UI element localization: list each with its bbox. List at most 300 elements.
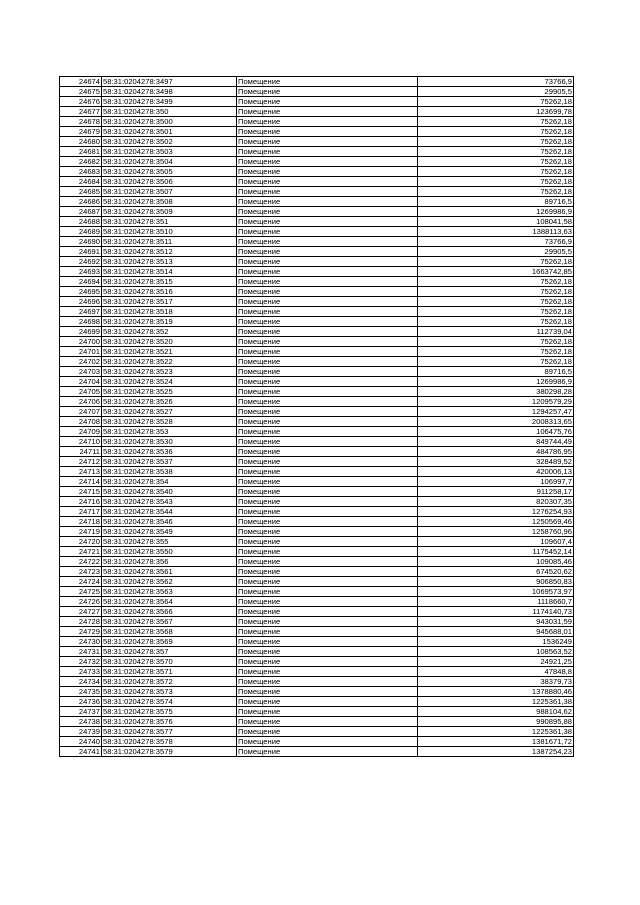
cadastral-number-cell: 58:31:0204278:3502 (102, 137, 237, 147)
table-row (60, 507, 574, 517)
cadastral-number-cell: 58:31:0204278:353 (102, 427, 237, 437)
object-type-cell: Помещение (237, 417, 418, 427)
value-cell: 1069573,97 (418, 587, 574, 597)
cadastral-number-cell: 58:31:0204278:3570 (102, 657, 237, 667)
object-type-cell: Помещение (237, 507, 418, 517)
row-number-cell: 24738 (60, 717, 102, 727)
table-row (60, 237, 574, 247)
row-number-cell: 24736 (60, 697, 102, 707)
row-number-cell: 24725 (60, 587, 102, 597)
table-row (60, 167, 574, 177)
object-type-cell: Помещение (237, 487, 418, 497)
cadastral-number-cell: 58:31:0204278:351 (102, 217, 237, 227)
cadastral-number-cell: 58:31:0204278:355 (102, 537, 237, 547)
object-type-cell: Помещение (237, 397, 418, 407)
object-type-cell: Помещение (237, 607, 418, 617)
row-number-cell: 24718 (60, 517, 102, 527)
value-cell: 328489,52 (418, 457, 574, 467)
value-cell: 75262,18 (418, 297, 574, 307)
cadastral-number-cell: 58:31:0204278:3544 (102, 507, 237, 517)
row-number-cell: 24740 (60, 737, 102, 747)
table-row (60, 707, 574, 717)
object-type-cell: Помещение (237, 277, 418, 287)
cadastral-number-cell: 58:31:0204278:3523 (102, 367, 237, 377)
cadastral-number-cell: 58:31:0204278:3521 (102, 347, 237, 357)
row-number-cell: 24735 (60, 687, 102, 697)
object-type-cell: Помещение (237, 717, 418, 727)
table-body (60, 77, 574, 757)
row-number-cell: 24684 (60, 177, 102, 187)
table-row (60, 567, 574, 577)
table-row (60, 617, 574, 627)
table-row (60, 727, 574, 737)
table-row (60, 217, 574, 227)
value-cell: 75262,18 (418, 347, 574, 357)
object-type-cell: Помещение (237, 467, 418, 477)
row-number-cell: 24675 (60, 87, 102, 97)
row-number-cell: 24702 (60, 357, 102, 367)
row-number-cell: 24699 (60, 327, 102, 337)
row-number-cell: 24685 (60, 187, 102, 197)
object-type-cell: Помещение (237, 627, 418, 637)
object-type-cell: Помещение (237, 197, 418, 207)
value-cell: 1269986,9 (418, 207, 574, 217)
cadastral-number-cell: 58:31:0204278:3515 (102, 277, 237, 287)
cadastral-number-cell: 58:31:0204278:3564 (102, 597, 237, 607)
row-number-cell: 24688 (60, 217, 102, 227)
row-number-cell: 24741 (60, 747, 102, 757)
object-type-cell: Помещение (237, 347, 418, 357)
table-row (60, 477, 574, 487)
cadastral-number-cell: 58:31:0204278:3505 (102, 167, 237, 177)
row-number-cell: 24694 (60, 277, 102, 287)
cadastral-number-cell: 58:31:0204278:3524 (102, 377, 237, 387)
row-number-cell: 24715 (60, 487, 102, 497)
row-number-cell: 24687 (60, 207, 102, 217)
cadastral-number-cell: 58:31:0204278:3550 (102, 547, 237, 557)
value-cell: 89716,5 (418, 367, 574, 377)
object-type-cell: Помещение (237, 187, 418, 197)
table-row (60, 227, 574, 237)
value-cell: 109607,4 (418, 537, 574, 547)
table-row (60, 127, 574, 137)
table-row (60, 577, 574, 587)
value-cell: 112739,04 (418, 327, 574, 337)
cadastral-number-cell: 58:31:0204278:3525 (102, 387, 237, 397)
row-number-cell: 24710 (60, 437, 102, 447)
value-cell: 674520,62 (418, 567, 574, 577)
table-row (60, 697, 574, 707)
table-row (60, 287, 574, 297)
cadastral-number-cell: 58:31:0204278:3512 (102, 247, 237, 257)
cadastral-number-cell: 58:31:0204278:3510 (102, 227, 237, 237)
cadastral-number-cell: 58:31:0204278:3520 (102, 337, 237, 347)
row-number-cell: 24689 (60, 227, 102, 237)
row-number-cell: 24723 (60, 567, 102, 577)
table-row (60, 407, 574, 417)
object-type-cell: Помещение (237, 567, 418, 577)
value-cell: 988104,62 (418, 707, 574, 717)
cadastral-number-cell: 58:31:0204278:3549 (102, 527, 237, 537)
object-type-cell: Помещение (237, 477, 418, 487)
table-row (60, 447, 574, 457)
table-row (60, 647, 574, 657)
row-number-cell: 24703 (60, 367, 102, 377)
value-cell: 849744,49 (418, 437, 574, 447)
value-cell: 108563,52 (418, 647, 574, 657)
value-cell: 75262,18 (418, 137, 574, 147)
table-row (60, 317, 574, 327)
value-cell: 911258,17 (418, 487, 574, 497)
object-type-cell: Помещение (237, 127, 418, 137)
table-row (60, 307, 574, 317)
value-cell: 75262,18 (418, 157, 574, 167)
row-number-cell: 24730 (60, 637, 102, 647)
row-number-cell: 24717 (60, 507, 102, 517)
object-type-cell: Помещение (237, 617, 418, 627)
object-type-cell: Помещение (237, 227, 418, 237)
cadastral-number-cell: 58:31:0204278:3575 (102, 707, 237, 717)
row-number-cell: 24719 (60, 527, 102, 537)
object-type-cell: Помещение (237, 357, 418, 367)
table-row (60, 637, 574, 647)
value-cell: 75262,18 (418, 287, 574, 297)
value-cell: 1536249 (418, 637, 574, 647)
value-cell: 484786,95 (418, 447, 574, 457)
row-number-cell: 24698 (60, 317, 102, 327)
object-type-cell: Помещение (237, 737, 418, 747)
value-cell: 1258760,96 (418, 527, 574, 537)
table-row (60, 337, 574, 347)
row-number-cell: 24722 (60, 557, 102, 567)
cadastral-number-cell: 58:31:0204278:350 (102, 107, 237, 117)
table-row (60, 747, 574, 757)
row-number-cell: 24682 (60, 157, 102, 167)
value-cell: 106475,76 (418, 427, 574, 437)
cadastral-number-cell: 58:31:0204278:3546 (102, 517, 237, 527)
object-type-cell: Помещение (237, 517, 418, 527)
value-cell: 75262,18 (418, 307, 574, 317)
table-row (60, 77, 574, 87)
cadastral-number-cell: 58:31:0204278:357 (102, 647, 237, 657)
value-cell: 1381671,72 (418, 737, 574, 747)
value-cell: 1269986,9 (418, 377, 574, 387)
cadastral-number-cell: 58:31:0204278:3578 (102, 737, 237, 747)
object-type-cell: Помещение (237, 177, 418, 187)
row-number-cell: 24734 (60, 677, 102, 687)
value-cell: 1174140,73 (418, 607, 574, 617)
cadastral-number-cell: 58:31:0204278:3572 (102, 677, 237, 687)
row-number-cell: 24720 (60, 537, 102, 547)
object-type-cell: Помещение (237, 207, 418, 217)
table-row (60, 137, 574, 147)
cadastral-number-cell: 58:31:0204278:3504 (102, 157, 237, 167)
cadastral-number-cell: 58:31:0204278:3519 (102, 317, 237, 327)
row-number-cell: 24695 (60, 287, 102, 297)
table-row (60, 87, 574, 97)
object-type-cell: Помещение (237, 557, 418, 567)
object-type-cell: Помещение (237, 387, 418, 397)
object-type-cell: Помещение (237, 167, 418, 177)
table-row (60, 537, 574, 547)
cadastral-number-cell: 58:31:0204278:3497 (102, 77, 237, 87)
cadastral-number-cell: 58:31:0204278:3500 (102, 117, 237, 127)
row-number-cell: 24713 (60, 467, 102, 477)
row-number-cell: 24679 (60, 127, 102, 137)
object-type-cell: Помещение (237, 427, 418, 437)
table-row (60, 677, 574, 687)
object-type-cell: Помещение (237, 527, 418, 537)
object-type-cell: Помещение (237, 667, 418, 677)
value-cell: 73766,9 (418, 77, 574, 87)
row-number-cell: 24706 (60, 397, 102, 407)
table-row (60, 187, 574, 197)
row-number-cell: 24677 (60, 107, 102, 117)
row-number-cell: 24729 (60, 627, 102, 637)
cadastral-number-cell: 58:31:0204278:3579 (102, 747, 237, 757)
row-number-cell: 24716 (60, 497, 102, 507)
value-cell: 1225361,38 (418, 697, 574, 707)
object-type-cell: Помещение (237, 247, 418, 257)
cadastral-number-cell: 58:31:0204278:3507 (102, 187, 237, 197)
value-cell: 1175452,14 (418, 547, 574, 557)
cadastral-number-cell: 58:31:0204278:3543 (102, 497, 237, 507)
table-row (60, 387, 574, 397)
cadastral-number-cell: 58:31:0204278:3566 (102, 607, 237, 617)
value-cell: 75262,18 (418, 147, 574, 157)
object-type-cell: Помещение (237, 307, 418, 317)
object-type-cell: Помещение (237, 77, 418, 87)
row-number-cell: 24674 (60, 77, 102, 87)
row-number-cell: 24692 (60, 257, 102, 267)
row-number-cell: 24691 (60, 247, 102, 257)
value-cell: 108041,58 (418, 217, 574, 227)
cadastral-number-cell: 58:31:0204278:3511 (102, 237, 237, 247)
value-cell: 1209579,29 (418, 397, 574, 407)
value-cell: 75262,18 (418, 167, 574, 177)
object-type-cell: Помещение (237, 597, 418, 607)
object-type-cell: Помещение (237, 497, 418, 507)
cadastral-number-cell: 58:31:0204278:3538 (102, 467, 237, 477)
table-row (60, 597, 574, 607)
value-cell: 89716,5 (418, 197, 574, 207)
cadastral-number-cell: 58:31:0204278:3522 (102, 357, 237, 367)
cadastral-number-cell: 58:31:0204278:3508 (102, 197, 237, 207)
object-type-cell: Помещение (237, 727, 418, 737)
value-cell: 24921,25 (418, 657, 574, 667)
table-row (60, 687, 574, 697)
cadastral-number-cell: 58:31:0204278:3577 (102, 727, 237, 737)
table-row (60, 357, 574, 367)
value-cell: 75262,18 (418, 127, 574, 137)
table-row (60, 257, 574, 267)
table-row (60, 207, 574, 217)
object-type-cell: Помещение (237, 377, 418, 387)
cadastral-number-cell: 58:31:0204278:3517 (102, 297, 237, 307)
value-cell: 75262,18 (418, 317, 574, 327)
table-row (60, 107, 574, 117)
object-type-cell: Помещение (237, 297, 418, 307)
table-row (60, 717, 574, 727)
row-number-cell: 24683 (60, 167, 102, 177)
table-row (60, 427, 574, 437)
value-cell: 47848,8 (418, 667, 574, 677)
cadastral-number-cell: 58:31:0204278:3503 (102, 147, 237, 157)
row-number-cell: 24732 (60, 657, 102, 667)
value-cell: 943031,59 (418, 617, 574, 627)
value-cell: 75262,18 (418, 97, 574, 107)
object-type-cell: Помещение (237, 317, 418, 327)
table-row (60, 267, 574, 277)
table-row (60, 437, 574, 447)
cadastral-number-cell: 58:31:0204278:3509 (102, 207, 237, 217)
object-type-cell: Помещение (237, 677, 418, 687)
cadastral-number-cell: 58:31:0204278:3573 (102, 687, 237, 697)
table-row (60, 297, 574, 307)
value-cell: 945688,01 (418, 627, 574, 637)
row-number-cell: 24681 (60, 147, 102, 157)
table-row (60, 157, 574, 167)
object-type-cell: Помещение (237, 157, 418, 167)
value-cell: 1378880,46 (418, 687, 574, 697)
value-cell: 29905,5 (418, 87, 574, 97)
value-cell: 75262,18 (418, 177, 574, 187)
cadastral-number-cell: 58:31:0204278:3518 (102, 307, 237, 317)
row-number-cell: 24714 (60, 477, 102, 487)
value-cell: 75262,18 (418, 277, 574, 287)
cadastral-number-cell: 58:31:0204278:3568 (102, 627, 237, 637)
table-row (60, 347, 574, 357)
table-row (60, 497, 574, 507)
object-type-cell: Помещение (237, 117, 418, 127)
value-cell: 1118660,7 (418, 597, 574, 607)
cadastral-number-cell: 58:31:0204278:3501 (102, 127, 237, 137)
cadastral-number-cell: 58:31:0204278:3528 (102, 417, 237, 427)
value-cell: 1225361,38 (418, 727, 574, 737)
value-cell: 420006,13 (418, 467, 574, 477)
row-number-cell: 24728 (60, 617, 102, 627)
table-row (60, 737, 574, 747)
cadastral-number-cell: 58:31:0204278:3537 (102, 457, 237, 467)
value-cell: 75262,18 (418, 117, 574, 127)
object-type-cell: Помещение (237, 697, 418, 707)
table-row (60, 277, 574, 287)
object-type-cell: Помещение (237, 647, 418, 657)
object-type-cell: Помещение (237, 367, 418, 377)
row-number-cell: 24676 (60, 97, 102, 107)
row-number-cell: 24726 (60, 597, 102, 607)
object-type-cell: Помещение (237, 327, 418, 337)
cadastral-number-cell: 58:31:0204278:3536 (102, 447, 237, 457)
object-type-cell: Помещение (237, 217, 418, 227)
row-number-cell: 24711 (60, 447, 102, 457)
table-row (60, 467, 574, 477)
row-number-cell: 24708 (60, 417, 102, 427)
table-row (60, 607, 574, 617)
table-row (60, 247, 574, 257)
cadastral-number-cell: 58:31:0204278:3516 (102, 287, 237, 297)
cadastral-number-cell: 58:31:0204278:3530 (102, 437, 237, 447)
row-number-cell: 24704 (60, 377, 102, 387)
row-number-cell: 24690 (60, 237, 102, 247)
row-number-cell: 24739 (60, 727, 102, 737)
value-cell: 29905,5 (418, 247, 574, 257)
cadastral-number-cell: 58:31:0204278:3576 (102, 717, 237, 727)
table-row (60, 327, 574, 337)
cadastral-number-cell: 58:31:0204278:3567 (102, 617, 237, 627)
table-row (60, 527, 574, 537)
row-number-cell: 24701 (60, 347, 102, 357)
table-row (60, 547, 574, 557)
object-type-cell: Помещение (237, 147, 418, 157)
object-type-cell: Помещение (237, 577, 418, 587)
object-type-cell: Помещение (237, 447, 418, 457)
cadastral-number-cell: 58:31:0204278:3506 (102, 177, 237, 187)
value-cell: 990895,88 (418, 717, 574, 727)
object-type-cell: Помещение (237, 107, 418, 117)
object-type-cell: Помещение (237, 707, 418, 717)
table-row (60, 367, 574, 377)
cadastral-number-cell: 58:31:0204278:3562 (102, 577, 237, 587)
object-type-cell: Помещение (237, 457, 418, 467)
table-row (60, 487, 574, 497)
table-row (60, 657, 574, 667)
object-type-cell: Помещение (237, 747, 418, 757)
object-type-cell: Помещение (237, 407, 418, 417)
object-type-cell: Помещение (237, 287, 418, 297)
object-type-cell: Помещение (237, 237, 418, 247)
value-cell: 75262,18 (418, 257, 574, 267)
row-number-cell: 24693 (60, 267, 102, 277)
cadastral-number-cell: 58:31:0204278:3561 (102, 567, 237, 577)
value-cell: 38379,73 (418, 677, 574, 687)
object-type-cell: Помещение (237, 687, 418, 697)
row-number-cell: 24700 (60, 337, 102, 347)
row-number-cell: 24727 (60, 607, 102, 617)
row-number-cell: 24733 (60, 667, 102, 677)
table-row (60, 557, 574, 567)
table-row (60, 97, 574, 107)
table-row (60, 517, 574, 527)
row-number-cell: 24709 (60, 427, 102, 437)
value-cell: 380298,28 (418, 387, 574, 397)
row-number-cell: 24705 (60, 387, 102, 397)
value-cell: 109085,46 (418, 557, 574, 567)
table-row (60, 147, 574, 157)
value-cell: 75262,18 (418, 357, 574, 367)
table-row (60, 117, 574, 127)
object-type-cell: Помещение (237, 537, 418, 547)
object-type-cell: Помещение (237, 87, 418, 97)
row-number-cell: 24712 (60, 457, 102, 467)
value-cell: 1663742,85 (418, 267, 574, 277)
object-type-cell: Помещение (237, 637, 418, 647)
object-type-cell: Помещение (237, 257, 418, 267)
value-cell: 1388113,63 (418, 227, 574, 237)
row-number-cell: 24697 (60, 307, 102, 317)
object-type-cell: Помещение (237, 97, 418, 107)
cadastral-number-cell: 58:31:0204278:354 (102, 477, 237, 487)
table-row (60, 667, 574, 677)
cadastral-number-cell: 58:31:0204278:3498 (102, 87, 237, 97)
cadastral-number-cell: 58:31:0204278:3527 (102, 407, 237, 417)
cadastral-number-cell: 58:31:0204278:356 (102, 557, 237, 567)
value-cell: 906850,83 (418, 577, 574, 587)
row-number-cell: 24680 (60, 137, 102, 147)
object-type-cell: Помещение (237, 587, 418, 597)
value-cell: 73766,9 (418, 237, 574, 247)
object-type-cell: Помещение (237, 437, 418, 447)
